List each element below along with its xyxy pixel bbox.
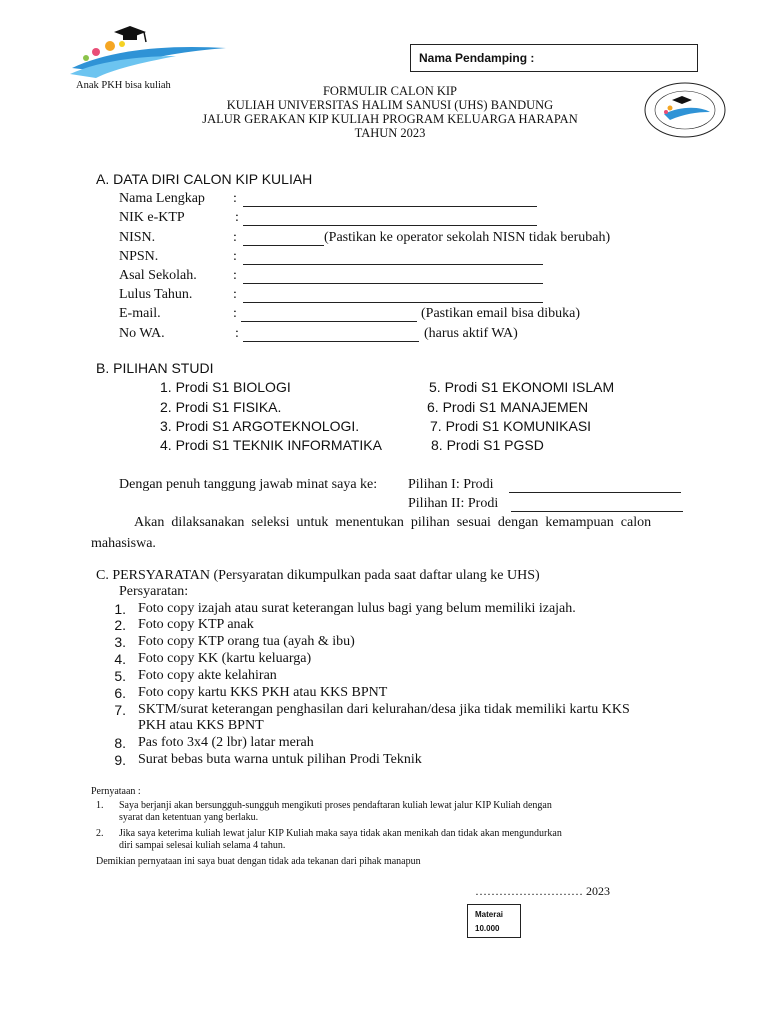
field-colon: : [233,268,237,283]
req-num: 6. [114,685,126,701]
req-item: Foto copy izajah atau surat keterangan lulus bagi yang belum memiliki izajah. [138,601,576,616]
pernyataan-item: Saya berjanji akan bersungguh-sungguh mengikuti proses pendaftaran kuliah lewat jalur KIP Kuliah dengan [119,800,552,811]
pernyataan-item: Jika saya keterima kuliah lewat jalur KIP Kuliah maka saya tidak akan menikah dan tidak akan mengundurkan [119,828,562,839]
materai-value: 10.000 [475,924,500,933]
req-item: Surat bebas buta warna untuk pilihan Prodi Teknik [138,752,422,767]
pernyataan-item-cont: diri sampai selesai kuliah selama 4 tahun. [119,840,286,851]
req-num: 3. [114,634,126,650]
prodi-option: 6. Prodi S1 MANAJEMEN [427,399,589,415]
field-colon: : [233,230,237,245]
field-colon: : [233,249,237,264]
no-wa-note: (harus aktif WA) [424,326,518,341]
section-a-heading: A. DATA DIRI CALON KIP KULIAH [96,171,313,187]
kip-seal-icon [640,80,730,140]
prodi-option: 7. Prodi S1 KOMUNIKASI [430,418,592,434]
req-num: 5. [114,668,126,684]
section-c-heading: C. PERSYARATAN (Persyaratan dikumpulkan pada saat daftar ulang ke UHS) [96,568,540,583]
section-b-heading: B. PILIHAN STUDI [96,360,214,376]
graduation-logo-icon [66,22,236,82]
pilihan-2-field[interactable] [511,511,683,512]
choice-2-label: Pilihan II: Prodi [408,496,499,511]
field-colon: : [233,306,237,321]
field-label-no-wa: No WA. [119,326,165,341]
field-colon: : [235,210,239,225]
choice-intro: Dengan penuh tanggung jawab minat saya ke: [119,477,378,492]
pilihan-1-field[interactable] [509,492,681,493]
req-item: Foto copy kartu KKS PKH atau KKS BPNT [138,685,388,700]
field-label-email: E-mail. [119,306,161,321]
prodi-option: 8. Prodi S1 PGSD [431,437,544,453]
form-title-line-3: JALUR GERAKAN KIP KULIAH PROGRAM KELUARGA HARAPAN [202,112,578,126]
signature-date[interactable]: ……………………… 2023 [475,884,610,898]
prodi-option: 5. Prodi S1 EKONOMI ISLAM [429,379,615,395]
field-colon: : [233,191,237,206]
form-title-line-2: KULIAH UNIVERSITAS HALIM SANUSI (UHS) BANDUNG [226,98,554,112]
npsn-field[interactable] [243,264,543,265]
field-colon: : [235,326,239,341]
nama-lengkap-field[interactable] [243,206,537,207]
email-field[interactable] [241,321,417,322]
req-item: Pas foto 3x4 (2 lbr) latar merah [138,735,314,750]
field-label-nisn: NISN. [119,230,156,245]
prodi-option: 3. Prodi S1 ARGOTEKNOLOGI. [160,418,360,434]
req-num: 4. [114,651,126,667]
choice-1-label: Pilihan I: Prodi [408,477,494,492]
selection-note-cont: mahasiswa. [91,536,156,551]
nik-field[interactable] [243,225,537,226]
req-num: 7. [114,702,126,718]
pendamping-box[interactable] [410,44,698,72]
materai-box [467,904,521,938]
asal-sekolah-field[interactable] [243,283,543,284]
field-colon: : [233,287,237,302]
req-num: 2. [114,617,126,633]
logo [66,22,236,82]
nisn-note: (Pastikan ke operator sekolah NISN tidak berubah) [324,230,611,245]
req-item-cont: PKH atau KKS BPNT [138,718,264,733]
materai-label: Materai [475,910,504,919]
field-label-lulus-tahun: Lulus Tahun. [119,287,193,302]
form-title-line-4: TAHUN 2023 [354,126,426,140]
no-wa-field[interactable] [243,341,419,342]
prodi-option: 4. Prodi S1 TEKNIK INFORMATIKA [160,437,382,453]
email-note: (Pastikan email bisa dibuka) [421,306,581,321]
kip-seal [640,80,730,140]
lulus-tahun-field[interactable] [243,302,543,303]
req-item: Foto copy KTP anak [138,617,254,632]
field-label-nama: Nama Lengkap [119,191,205,206]
selection-note: Akan dilaksanakan seleksi untuk menentukan pilihan sesuai dengan kemampuan calon [134,515,652,530]
pendamping-label: Nama Pendamping : [419,51,535,65]
req-num: 8. [114,735,126,751]
pernyataan-heading: Pernyataan : [91,786,141,797]
nisn-field[interactable] [243,245,324,246]
logo-caption: Anak PKH bisa kuliah [76,80,171,91]
pernyataan-closing: Demikian pernyataan ini saya buat dengan tidak ada tekanan dari pihak manapun [96,856,421,867]
req-item: Foto copy KK (kartu keluarga) [138,651,312,666]
form-title-line-1: FORMULIR CALON KIP [322,84,458,98]
pernyataan-num: 1. [96,800,104,811]
req-item: SKTM/surat keterangan penghasilan dari kelurahan/desa jika tidak memiliki kartu KKS [138,702,630,717]
field-label-asal-sekolah: Asal Sekolah. [119,268,197,283]
prodi-option: 1. Prodi S1 BIOLOGI [160,379,291,395]
req-item: Foto copy KTP orang tua (ayah & ibu) [138,634,355,649]
req-item: Foto copy akte kelahiran [138,668,277,683]
req-num: 9. [114,752,126,768]
field-label-npsn: NPSN. [119,249,159,264]
pernyataan-num: 2. [96,828,104,839]
requirements-subheading: Persyaratan: [119,584,189,599]
pernyataan-item-cont: syarat dan ketentuan yang berlaku. [119,812,259,823]
req-num: 1. [114,601,126,617]
prodi-option: 2. Prodi S1 FISIKA. [160,399,282,415]
field-label-nik: NIK e-KTP [119,210,185,225]
